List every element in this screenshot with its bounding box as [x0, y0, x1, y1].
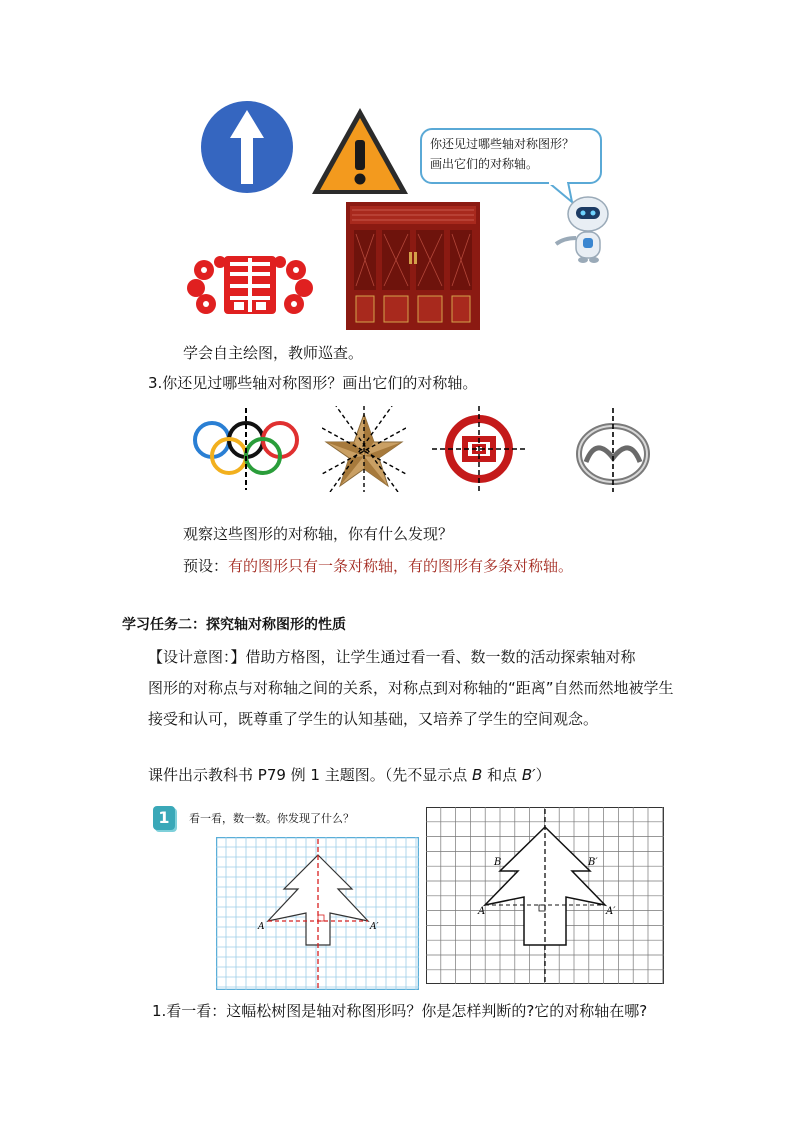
section-heading: 学习任务二：探究轴对称图形的性质	[122, 617, 346, 633]
tree-grid-blue	[216, 837, 419, 990]
double-happiness-papercut-icon	[186, 250, 314, 320]
example-number: 1	[158, 808, 170, 827]
olympic-rings-icon	[190, 408, 302, 490]
design-intent-line-3: 接受和认可，既尊重了学生的认知基础，又培养了学生的空间观念。	[148, 710, 599, 728]
preset-label: 预设：	[183, 557, 229, 575]
chinese-door-icon	[346, 202, 480, 330]
paragraph-preset	[183, 555, 573, 577]
courseware-text-c: 和点	[482, 766, 522, 784]
paragraph-question-3: 3.你还见过哪些轴对称图形？画出它们的对称轴。	[148, 374, 478, 392]
design-intent-line-2: 图形的对称点与对称轴之间的关系，对称点到对称轴的“距离”自然而然地被学生	[148, 679, 674, 697]
label-b: B	[494, 857, 502, 868]
label-a-prime-left: A′	[370, 922, 379, 932]
one-way-sign-icon	[200, 100, 294, 194]
speech-bubble	[420, 128, 602, 184]
example-prompt: 看一看，数一数。你发现了什么？	[189, 812, 354, 825]
point-b-label: B	[472, 766, 483, 784]
paragraph-drawing: 学会自主绘图，教师巡查。	[183, 344, 364, 362]
robot-icon	[554, 194, 616, 264]
label-a-right: A	[478, 906, 486, 917]
courseware-text-a: 课件出示教科书 P79 例 1 主题图。（先不显示点	[148, 766, 473, 784]
design-intent-line-1: 【设计意图：】借助方格图，让学生通过看一看、数一数的活动探索轴对称	[148, 648, 636, 666]
star-icon	[322, 406, 406, 492]
courseware-text-e: ）	[535, 766, 551, 784]
courseware-line	[148, 764, 551, 786]
label-b-prime: B′	[588, 857, 598, 868]
mazda-logo-icon	[574, 408, 652, 492]
preset-answer: 有的图形只有一条对称轴，有的图形有多条对称轴。	[228, 557, 574, 575]
warning-sign-icon	[310, 106, 410, 196]
label-a-left: A	[258, 922, 265, 932]
bubble-line-2: 画出它们的对称轴。	[430, 157, 539, 171]
bubble-line-1: 你还见过哪些轴对称图形？	[430, 137, 575, 151]
bank-logo-icon	[432, 406, 526, 492]
point-b-prime-label: B′	[521, 766, 536, 784]
example-number-badge	[153, 806, 175, 830]
label-a-prime-right: A′	[606, 906, 616, 917]
paragraph-observe: 观察这些图形的对称轴，你有什么发现？	[183, 525, 454, 543]
question-1: 1.看一看：这幅松树图是轴对称图形吗？你是怎样判断的?它的对称轴在哪?	[152, 1002, 648, 1020]
tree-grid-black	[426, 807, 664, 984]
